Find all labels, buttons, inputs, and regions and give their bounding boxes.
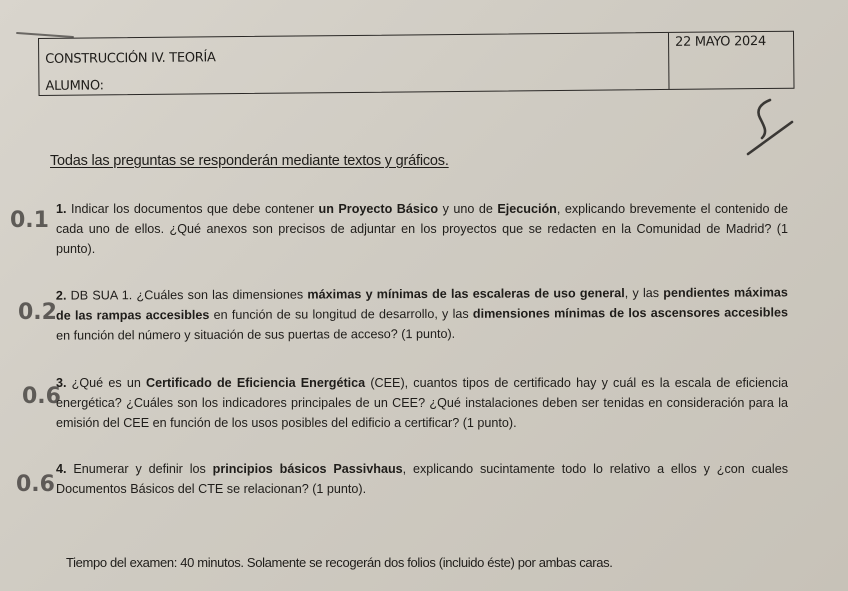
grade-total-handwritten-icon	[740, 96, 800, 158]
question-2-mark: 0.2	[18, 300, 57, 325]
question-3: 3. ¿Qué es un Certificado de Eficiencia Energética (CEE), cuantos tipos de certificado hay y cuál es la escala de eficiencia energética? ¿Cuáles son los indicadores principales de un CEE? ¿Qué instalaciones deben ser tenidas en consideración para la emisión del CEE en función de los usos posibles del edificio a certificar? (1 punto).	[56, 376, 788, 430]
course-title: CONSTRUCCIÓN IV. TEORÍA	[45, 50, 216, 67]
header-left-cell	[39, 33, 670, 95]
question-1: 1. Indicar los documentos que debe contener un Proyecto Básico y uno de Ejecución, explicando brevemente el contenido de cada uno de ellos. ¿Qué anexos son precisos de adjuntar en los proyectos que se redacten en la Comunidad de Madrid? (1 punto).	[56, 202, 788, 256]
question-4: 4. Enumerar y definir los principios básicos Passivhaus, explicando sucintamente todo lo relativo a ellos y ¿con cuales Documentos Básicos del CTE se relacionan? (1 punto).	[56, 462, 788, 496]
general-instruction: Todas las preguntas se responderán mediante textos y gráficos.	[50, 153, 449, 169]
exam-date: 22 MAYO 2024	[674, 34, 766, 50]
student-label: ALUMNO:	[45, 78, 104, 94]
question-4-mark: 0.6	[16, 472, 55, 497]
exam-footer: Tiempo del examen: 40 minutos. Solamente se recogerán dos folios (incluido éste) por ambas caras.	[66, 555, 613, 570]
question-number: 4.	[56, 462, 67, 476]
question-number: 2.	[55, 288, 67, 303]
question-2: 2. DB SUA 1. ¿Cuáles son las dimensiones máximas y mínimas de las escaleras de uso general, y las pendientes máximas de las rampas accesibles en función de su longitud de desarrollo, y las dimensiones mínimas de los ascensores accesibles en función del número y situación de sus puertas de acceso? (1 punto).	[55, 285, 789, 343]
question-number: 1.	[56, 202, 67, 216]
header-box	[38, 31, 795, 96]
question-3-mark: 0.6	[22, 384, 61, 409]
question-number: 3.	[56, 376, 67, 390]
question-1-mark: 0.1	[10, 208, 49, 233]
